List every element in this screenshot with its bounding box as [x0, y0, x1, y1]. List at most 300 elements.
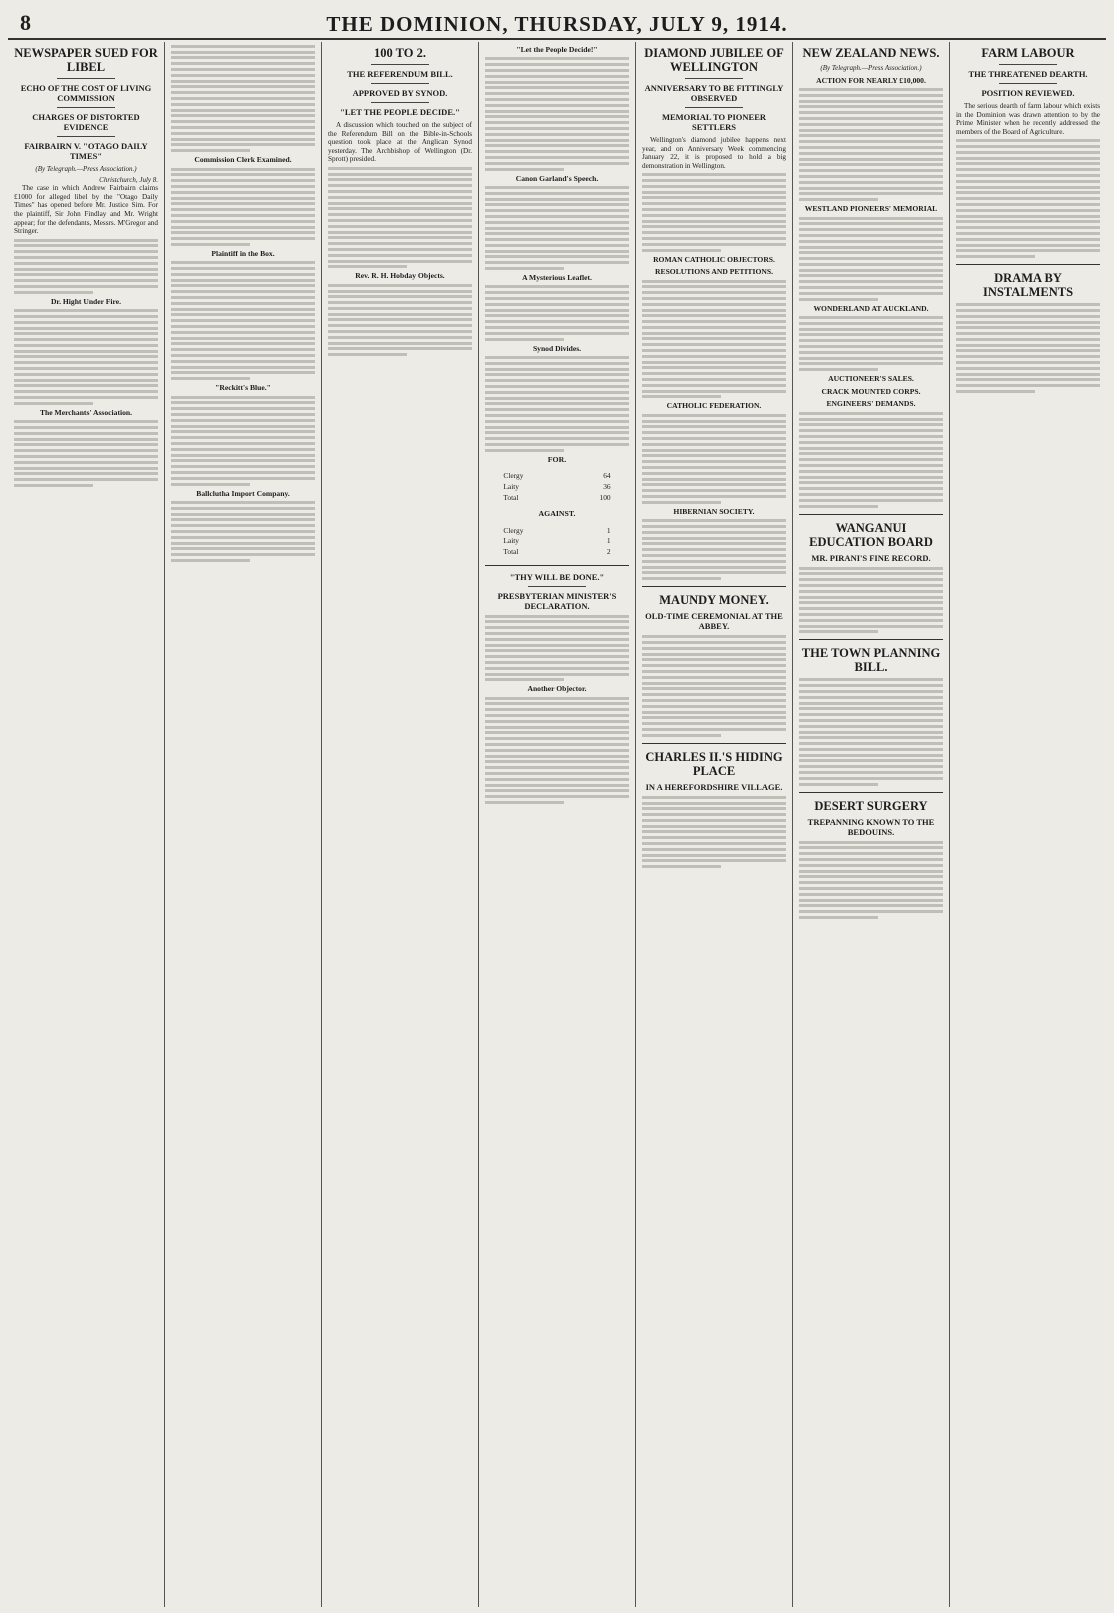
- illegible-text-line: [171, 477, 315, 480]
- illegible-text-line: [799, 222, 943, 225]
- referendum-sub-6: Another Objector.: [527, 684, 587, 694]
- illegible-text-line: [799, 181, 943, 184]
- referendum-filler-3: [485, 57, 629, 170]
- illegible-text-line: [14, 396, 158, 399]
- charles-headline: CHARLES II.'S HIDING PLACE: [645, 749, 783, 778]
- illegible-text-line: [485, 121, 629, 124]
- illegible-text-line: [14, 361, 158, 364]
- illegible-text-line: [799, 696, 943, 699]
- illegible-text-line: [171, 419, 315, 422]
- illegible-text-line: [485, 801, 564, 804]
- charles-filler: [642, 796, 786, 869]
- illegible-text-line: [956, 344, 1100, 347]
- illegible-text-line: [956, 244, 1100, 247]
- illegible-text-line: [485, 362, 629, 365]
- illegible-text-line: [171, 202, 315, 205]
- illegible-text-line: [642, 734, 721, 737]
- illegible-text-line: [799, 169, 943, 172]
- referendum-body: A discussion which touched on the subject of the Referendum Bill on the Bible-in-Schools question took place at the Anglican Synod yesterday. The Archbishop of Wellington (Dr. Sprott) presided.: [328, 121, 472, 164]
- illegible-text-line: [328, 219, 472, 222]
- illegible-text-line: [642, 716, 786, 719]
- nz-news-sub-3: WONDERLAND AT AUCKLAND.: [813, 303, 929, 313]
- illegible-text-line: [642, 796, 786, 799]
- illegible-text-line: [485, 186, 629, 189]
- illegible-text-line: [485, 338, 564, 341]
- illegible-text-line: [642, 454, 786, 457]
- illegible-text-line: [328, 342, 472, 345]
- illegible-text-line: [642, 291, 786, 294]
- illegible-text-line: [799, 146, 943, 149]
- drama-headline: DRAMA BY INSTALMENTS: [982, 271, 1074, 300]
- illegible-text-line: [799, 731, 943, 734]
- illegible-text-line: [956, 361, 1100, 364]
- illegible-text-line: [485, 255, 629, 258]
- libel-filler-1: [14, 239, 158, 294]
- illegible-text-line: [799, 630, 878, 633]
- illegible-text-line: [485, 708, 629, 711]
- illegible-text-line: [642, 460, 786, 463]
- illegible-text-line: [14, 244, 158, 247]
- illegible-text-line: [171, 126, 315, 129]
- illegible-text-line: [14, 327, 158, 330]
- illegible-text-line: [642, 531, 786, 534]
- illegible-text-line: [642, 285, 786, 288]
- illegible-text-line: [14, 285, 158, 288]
- illegible-text-line: [485, 267, 564, 270]
- illegible-text-line: [485, 75, 629, 78]
- illegible-text-line: [14, 338, 158, 341]
- illegible-text-line: [799, 613, 943, 616]
- libel-sub-4: Plaintiff in the Box.: [211, 248, 275, 258]
- illegible-text-line: [14, 432, 158, 435]
- illegible-text-line: [328, 265, 407, 268]
- jubilee-body: Wellington's diamond jubilee happens next year, and on Anniversary Week commencing January 22, it is proposed to hold a big demonstration in Wellington.: [642, 136, 786, 170]
- referendum-filler-6: [485, 356, 629, 452]
- maundy-filler: [642, 635, 786, 737]
- illegible-text-line: [485, 655, 629, 658]
- illegible-text-line: [799, 187, 943, 190]
- illegible-text-line: [799, 736, 943, 739]
- illegible-text-line: [642, 577, 721, 580]
- illegible-text-line: [485, 772, 629, 775]
- illegible-text-line: [171, 401, 315, 404]
- illegible-text-line: [799, 910, 943, 913]
- illegible-text-line: [485, 766, 629, 769]
- illegible-text-line: [956, 332, 1100, 335]
- jubilee-sub-1: ROMAN CATHOLIC OBJECTORS.: [653, 254, 775, 264]
- illegible-text-line: [642, 314, 786, 317]
- referendum-filler-2: [328, 284, 472, 357]
- illegible-text-line: [328, 167, 472, 170]
- illegible-text-line: [799, 192, 943, 195]
- desert-headline: DESERT SURGERY: [814, 798, 928, 813]
- illegible-text-line: [799, 251, 943, 254]
- illegible-text-line: [642, 191, 786, 194]
- illegible-text-line: [799, 765, 943, 768]
- illegible-text-line: [956, 315, 1100, 318]
- illegible-text-line: [642, 309, 786, 312]
- illegible-text-line: [171, 237, 315, 240]
- illegible-text-line: [485, 443, 629, 446]
- illegible-text-line: [485, 168, 564, 171]
- illegible-text-line: [14, 279, 158, 282]
- wanganui-headline: WANGANUI EDUCATION BOARD: [809, 520, 933, 549]
- referendum-sub-3: Canon Garland's Speech.: [515, 173, 599, 183]
- illegible-text-line: [485, 192, 629, 195]
- illegible-text-line: [799, 298, 878, 301]
- illegible-text-line: [485, 332, 629, 335]
- illegible-text-line: [171, 459, 315, 462]
- nz-news-byline: (By Telegraph.—Press Association.): [820, 64, 922, 72]
- illegible-text-line: [14, 384, 158, 387]
- illegible-text-line: [956, 355, 1100, 358]
- libel-headline: NEWSPAPER SUED FOR LIBEL: [14, 46, 158, 74]
- illegible-text-line: [956, 390, 1035, 393]
- illegible-text-line: [642, 478, 786, 481]
- illegible-text-line: [328, 336, 472, 339]
- illegible-text-line: [642, 355, 786, 358]
- illegible-text-line: [642, 343, 786, 346]
- illegible-text-line: [642, 395, 721, 398]
- illegible-text-line: [485, 297, 629, 300]
- illegible-text-line: [14, 239, 158, 242]
- illegible-text-line: [171, 85, 315, 88]
- illegible-text-line: [328, 318, 472, 321]
- town-planning-headline: THE TOWN PLANNING BILL.: [801, 646, 941, 675]
- illegible-text-line: [485, 127, 629, 130]
- illegible-text-line: [642, 372, 786, 375]
- illegible-text-line: [799, 742, 943, 745]
- illegible-text-line: [14, 426, 158, 429]
- illegible-text-line: [14, 438, 158, 441]
- illegible-text-line: [956, 186, 1100, 189]
- illegible-text-line: [799, 476, 943, 479]
- illegible-text-line: [642, 378, 786, 381]
- illegible-text-line: [799, 875, 943, 878]
- illegible-text-line: [642, 297, 786, 300]
- illegible-text-line: [956, 321, 1100, 324]
- illegible-text-line: [799, 899, 943, 902]
- illegible-text-line: [485, 644, 629, 647]
- referendum-sub-1: "Let the People Decide!": [516, 45, 598, 54]
- illegible-text-line: [328, 225, 472, 228]
- column-nz-news: [793, 42, 950, 1607]
- illegible-text-line: [485, 420, 629, 423]
- referendum-sub-5: Synod Divides.: [532, 343, 582, 353]
- jubilee-sub-2: RESOLUTIONS AND PETITIONS.: [655, 267, 773, 277]
- illegible-text-line: [956, 174, 1100, 177]
- libel-filler-4: [171, 45, 315, 152]
- libel-deck-2: CHARGES OF DISTORTED EVIDENCE: [32, 112, 140, 132]
- illegible-text-line: [956, 309, 1100, 312]
- illegible-text-line: [171, 360, 315, 363]
- illegible-text-line: [799, 441, 943, 444]
- illegible-text-line: [799, 362, 943, 365]
- illegible-text-line: [171, 448, 315, 451]
- illegible-text-line: [171, 267, 315, 270]
- illegible-text-line: [328, 347, 472, 350]
- illegible-text-line: [171, 149, 250, 152]
- illegible-text-line: [956, 220, 1100, 223]
- illegible-text-line: [799, 684, 943, 687]
- illegible-text-line: [799, 345, 943, 348]
- illegible-text-line: [642, 214, 786, 217]
- illegible-text-line: [799, 578, 943, 581]
- column-libel: [8, 42, 165, 1607]
- illegible-text-line: [485, 720, 629, 723]
- jubilee-filler-2: [642, 280, 786, 399]
- illegible-text-line: [956, 232, 1100, 235]
- illegible-text-line: [799, 619, 943, 622]
- illegible-text-line: [956, 378, 1100, 381]
- illegible-text-line: [485, 238, 629, 241]
- libel-byline: (By Telegraph.—Press Association.): [35, 165, 137, 173]
- illegible-text-line: [799, 423, 943, 426]
- vote-row: Clergy 64: [503, 471, 611, 481]
- illegible-text-line: [171, 413, 315, 416]
- illegible-text-line: [171, 62, 315, 65]
- illegible-text-line: [485, 638, 629, 641]
- illegible-text-line: [14, 350, 158, 353]
- libel-filler-5: [171, 168, 315, 246]
- illegible-text-line: [328, 284, 472, 287]
- illegible-text-line: [171, 185, 315, 188]
- illegible-text-line: [14, 268, 158, 271]
- illegible-text-line: [642, 566, 786, 569]
- column-referendum-continued: [479, 42, 636, 1607]
- illegible-text-line: [956, 384, 1100, 387]
- illegible-text-line: [799, 771, 943, 774]
- illegible-text-line: [799, 893, 943, 896]
- illegible-text-line: [171, 220, 315, 223]
- illegible-text-line: [171, 396, 315, 399]
- illegible-text-line: [799, 452, 943, 455]
- illegible-text-line: [642, 303, 786, 306]
- vote-against-table: [499, 525, 614, 559]
- referendum-filler-5: [485, 285, 629, 340]
- illegible-text-line: [642, 693, 786, 696]
- illegible-text-line: [799, 217, 943, 220]
- illegible-text-line: [799, 707, 943, 710]
- farm-deck-1: THE THREATENED DEARTH.: [968, 69, 1088, 79]
- illegible-text-line: [171, 308, 315, 311]
- illegible-text-line: [642, 859, 786, 862]
- illegible-text-line: [799, 175, 943, 178]
- vote-against-label: AGAINST.: [538, 509, 576, 519]
- illegible-text-line: [956, 326, 1100, 329]
- illegible-text-line: [328, 173, 472, 176]
- illegible-text-line: [485, 150, 629, 153]
- desert-deck: TREPANNING KNOWN TO THE BEDOUINS.: [807, 816, 935, 837]
- illegible-text-line: [328, 330, 472, 333]
- farm-filler-2: [956, 303, 1100, 393]
- vote-row: Total 100: [503, 492, 611, 502]
- illegible-text-line: [485, 437, 629, 440]
- libel-sub-3: Commission Clerk Examined.: [194, 155, 292, 165]
- illegible-text-line: [642, 802, 786, 805]
- illegible-text-line: [485, 379, 629, 382]
- jubilee-hibernian: HIBERNIAN SOCIETY.: [673, 506, 755, 516]
- illegible-text-line: [799, 607, 943, 610]
- illegible-text-line: [642, 711, 786, 714]
- illegible-text-line: [642, 320, 786, 323]
- vote-for-label: FOR.: [547, 454, 567, 464]
- illegible-text-line: [328, 307, 472, 310]
- illegible-text-line: [171, 80, 315, 83]
- referendum-deck-2: APPROVED BY SYNOD.: [352, 88, 448, 98]
- illegible-text-line: [799, 412, 943, 415]
- illegible-text-line: [485, 198, 629, 201]
- farm-deck-2: POSITION REVIEWED.: [981, 88, 1075, 98]
- illegible-text-line: [485, 63, 629, 66]
- illegible-text-line: [171, 138, 315, 141]
- illegible-text-line: [799, 858, 943, 861]
- illegible-text-line: [799, 567, 943, 570]
- illegible-text-line: [642, 472, 786, 475]
- illegible-text-line: [642, 326, 786, 329]
- illegible-text-line: [799, 357, 943, 360]
- illegible-text-line: [328, 178, 472, 181]
- illegible-text-line: [171, 524, 315, 527]
- illegible-text-line: [956, 338, 1100, 341]
- illegible-text-line: [485, 714, 629, 717]
- libel-filler-7: [171, 396, 315, 486]
- illegible-text-line: [642, 225, 786, 228]
- illegible-text-line: [485, 57, 629, 60]
- illegible-text-line: [799, 111, 943, 114]
- referendum-deck-3: "LET THE PEOPLE DECIDE.": [340, 107, 460, 117]
- libel-deck-1: ECHO OF THE COST OF LIVING COMMISSION: [20, 83, 152, 103]
- illegible-text-line: [799, 748, 943, 751]
- illegible-text-line: [642, 337, 786, 340]
- illegible-text-line: [956, 139, 1100, 142]
- nz-filler-7: [799, 841, 943, 919]
- illegible-text-line: [171, 331, 315, 334]
- illegible-text-line: [485, 285, 629, 288]
- illegible-text-line: [171, 68, 315, 71]
- illegible-text-line: [14, 321, 158, 324]
- illegible-text-line: [171, 425, 315, 428]
- illegible-text-line: [956, 373, 1100, 376]
- maundy-headline: MAUNDY MONEY.: [659, 593, 769, 608]
- farm-headline: FARM LABOUR: [981, 46, 1075, 60]
- illegible-text-line: [642, 449, 786, 452]
- illegible-text-line: [14, 256, 158, 259]
- illegible-text-line: [14, 455, 158, 458]
- illegible-text-line: [171, 173, 315, 176]
- illegible-text-line: [485, 221, 629, 224]
- masthead: [8, 8, 1106, 40]
- illegible-text-line: [328, 295, 472, 298]
- nz-news-sub-5: CRACK MOUNTED CORPS.: [821, 386, 921, 396]
- illegible-text-line: [485, 356, 629, 359]
- illegible-text-line: [485, 81, 629, 84]
- columns: [8, 42, 1106, 1607]
- illegible-text-line: [799, 887, 943, 890]
- illegible-text-line: [642, 280, 786, 283]
- illegible-text-line: [799, 117, 943, 120]
- illegible-text-line: [799, 286, 943, 289]
- illegible-text-line: [642, 848, 786, 851]
- illegible-text-line: [642, 231, 786, 234]
- illegible-text-line: [799, 269, 943, 272]
- illegible-text-line: [14, 420, 158, 423]
- illegible-text-line: [171, 342, 315, 345]
- illegible-text-line: [799, 601, 943, 604]
- illegible-text-line: [328, 254, 472, 257]
- illegible-text-line: [642, 554, 786, 557]
- illegible-text-line: [642, 537, 786, 540]
- illegible-text-line: [171, 407, 315, 410]
- illegible-text-line: [14, 315, 158, 318]
- illegible-text-line: [485, 620, 629, 623]
- illegible-text-line: [642, 830, 786, 833]
- illegible-text-line: [799, 263, 943, 266]
- illegible-text-line: [642, 495, 786, 498]
- illegible-text-line: [799, 152, 943, 155]
- illegible-text-line: [328, 290, 472, 293]
- illegible-text-line: [642, 237, 786, 240]
- referendum-deck-1: THE REFERENDUM BILL.: [347, 69, 453, 79]
- illegible-text-line: [328, 196, 472, 199]
- illegible-text-line: [642, 865, 721, 868]
- illegible-text-line: [642, 519, 786, 522]
- illegible-text-line: [171, 348, 315, 351]
- illegible-text-line: [642, 208, 786, 211]
- nz-news-headline: NEW ZEALAND NEWS.: [802, 46, 940, 60]
- vote-row: Clergy 1: [503, 525, 611, 535]
- illegible-text-line: [171, 442, 315, 445]
- illegible-text-line: [171, 243, 250, 246]
- illegible-text-line: [485, 749, 629, 752]
- farm-filler-1: [956, 139, 1100, 258]
- illegible-text-line: [956, 180, 1100, 183]
- illegible-text-line: [171, 91, 315, 94]
- illegible-text-line: [799, 447, 943, 450]
- illegible-text-line: [485, 110, 629, 113]
- illegible-text-line: [642, 836, 786, 839]
- illegible-text-line: [171, 483, 250, 486]
- illegible-text-line: [799, 274, 943, 277]
- illegible-text-line: [485, 697, 629, 700]
- illegible-text-line: [328, 236, 472, 239]
- referendum-filler-8: [485, 697, 629, 804]
- illegible-text-line: [642, 658, 786, 661]
- illegible-text-line: [485, 408, 629, 411]
- libel-sub-2: The Merchants' Association.: [39, 407, 133, 417]
- vote-for-table: [499, 470, 614, 504]
- column-farm: [950, 42, 1106, 1607]
- illegible-text-line: [171, 45, 315, 48]
- illegible-text-line: [328, 301, 472, 304]
- illegible-text-line: [171, 296, 315, 299]
- libel-dateline: Christchurch, July 8.: [99, 175, 158, 184]
- illegible-text-line: [485, 156, 629, 159]
- illegible-text-line: [328, 313, 472, 316]
- illegible-text-line: [485, 661, 629, 664]
- nz-filler-4: [799, 412, 943, 508]
- illegible-text-line: [171, 377, 250, 380]
- illegible-text-line: [642, 489, 786, 492]
- illegible-text-line: [799, 140, 943, 143]
- illegible-text-line: [956, 367, 1100, 370]
- jubilee-filler-4: [642, 519, 786, 580]
- illegible-text-line: [485, 115, 629, 118]
- illegible-text-line: [642, 670, 786, 673]
- illegible-text-line: [485, 92, 629, 95]
- illegible-text-line: [171, 231, 315, 234]
- illegible-text-line: [799, 841, 943, 844]
